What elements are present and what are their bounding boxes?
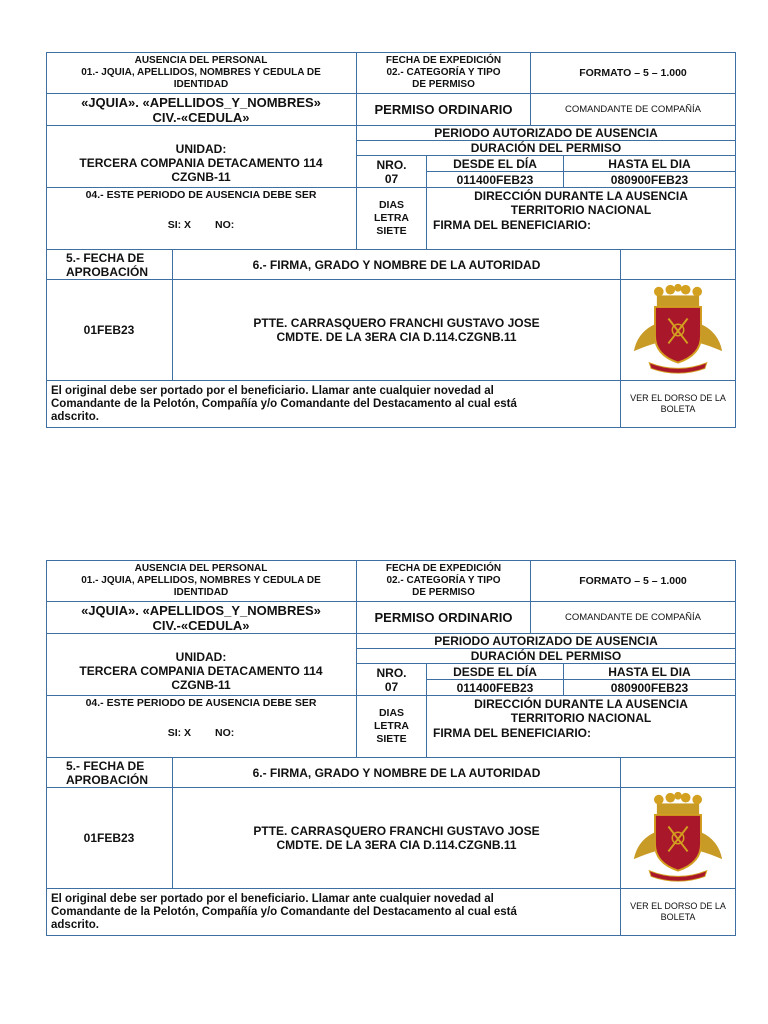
- authority-rank: CMDTE. DE LA 3ERA CIA D.114.CZGNB.11: [276, 330, 517, 344]
- no-option: NO:: [215, 219, 235, 231]
- absence-address-label: DIRECCIÓN DURANTE LA AUSENCIA: [474, 189, 688, 203]
- absence-requirement-field: [46, 188, 357, 250]
- authority-signature-label: 6.- FIRMA, GRADO Y NOMBRE DE LA AUTORIDAD: [252, 765, 541, 780]
- to-date-label-text: HASTA EL DIA: [608, 156, 691, 171]
- to-date-value-text: 080900FEB23: [610, 172, 689, 187]
- coat-of-arms-icon: [630, 790, 726, 886]
- to-date-label: [564, 664, 736, 680]
- coat-of-arms: [621, 788, 736, 889]
- footnote-instructions: [46, 889, 621, 936]
- permit-duration-text: DURACIÓN DEL PERMISO: [470, 141, 622, 155]
- beneficiary-signature: [427, 218, 736, 250]
- permit-number: [357, 156, 427, 188]
- permit-category-label: 02.- CATEGORÍA Y TIPO: [386, 574, 501, 586]
- format-code-text: FORMATO – 5 – 1.000: [579, 66, 687, 79]
- beneficiary-signature-label: FIRMA DEL BENEFICIARIO:: [433, 218, 591, 232]
- seal-header-blank: [621, 758, 736, 788]
- personnel-absence-title: AUSENCIA DEL PERSONAL: [134, 54, 268, 66]
- approval-date-label-cont: APROBACIÓN: [66, 264, 149, 279]
- permit-duration-text: DURACIÓN DEL PERMISO: [470, 649, 622, 663]
- authorized-period-text: PERIODO AUTORIZADO DE AUSENCIA: [434, 126, 658, 140]
- see-back-note: [621, 889, 736, 936]
- issue-date-header: [357, 560, 531, 602]
- personnel-name-field: [46, 602, 357, 634]
- authority-signature-header: [173, 758, 621, 788]
- absence-permit-form-2: [46, 560, 736, 936]
- personnel-name: «JQUIA». «APELLIDOS_Y_NOMBRES»: [81, 602, 321, 618]
- unit-field: [46, 634, 357, 696]
- company-commander-text: COMANDANTE DE COMPAÑÍA: [564, 104, 701, 115]
- absence-requirement-label: 04.- ESTE PERIODO DE AUSENCIA DEBE SER: [85, 697, 317, 709]
- footnote-instructions: [46, 381, 621, 428]
- permit-category-label-cont: DE PERMISO: [412, 586, 475, 598]
- footnote-line-1: El original debe ser portado por el beneficiario. Llamar ante cualquier novedad al: [51, 892, 494, 905]
- from-date-value-text: 011400FEB23: [456, 680, 534, 695]
- from-date-label-text: DESDE EL DÍA: [453, 156, 537, 171]
- to-date-label: [564, 156, 736, 172]
- days-label: DIAS: [378, 199, 405, 211]
- authority-name: PTTE. CARRASQUERO FRANCHI GUSTAVO JOSE: [253, 824, 540, 838]
- yes-option: SI: X: [167, 727, 192, 739]
- personnel-absence-title: AUSENCIA DEL PERSONAL: [134, 562, 268, 574]
- footnote-line-3: adscrito.: [51, 918, 99, 931]
- personnel-name-field: [46, 94, 357, 126]
- no-option: NO:: [215, 727, 235, 739]
- permit-category-label: 02.- CATEGORÍA Y TIPO: [386, 66, 501, 78]
- personnel-id-label-cont: IDENTIDAD: [173, 586, 229, 598]
- permit-number-label: NRO.: [376, 157, 407, 172]
- from-date-label: [427, 664, 564, 680]
- absence-address: [427, 188, 736, 218]
- authorized-period-header: [357, 126, 736, 141]
- permit-type: [357, 602, 531, 634]
- authority-rank: CMDTE. DE LA 3ERA CIA D.114.CZGNB.11: [276, 838, 517, 852]
- unit-code: CZGNB-11: [171, 169, 231, 184]
- days-field: [357, 696, 427, 758]
- authority-signature-label: 6.- FIRMA, GRADO Y NOMBRE DE LA AUTORIDAD: [252, 257, 541, 272]
- footnote-line-3: adscrito.: [51, 410, 99, 423]
- approval-date-value-text: 01FEB23: [83, 831, 135, 845]
- permit-duration-header: [357, 649, 736, 664]
- seal-header-blank: [621, 250, 736, 280]
- company-commander-text: COMANDANTE DE COMPAÑÍA: [564, 612, 701, 623]
- absence-address-value: TERRITORIO NACIONAL: [510, 203, 652, 217]
- permit-category-label-cont: DE PERMISO: [412, 78, 475, 90]
- to-date-label-text: HASTA EL DIA: [608, 664, 691, 679]
- absence-address-value: TERRITORIO NACIONAL: [510, 711, 652, 725]
- authority-info: [173, 280, 621, 381]
- unit-label: UNIDAD:: [175, 649, 227, 664]
- yes-option: SI: X: [167, 219, 192, 231]
- personnel-id-label-cont: IDENTIDAD: [173, 78, 229, 90]
- issue-date-header: [357, 52, 531, 94]
- see-back-line-1: VER EL DORSO DE LA: [630, 901, 726, 911]
- personnel-name: «JQUIA». «APELLIDOS_Y_NOMBRES»: [81, 94, 321, 110]
- format-code: [531, 52, 736, 94]
- issue-date-title: FECHA DE EXPEDICIÓN: [385, 562, 502, 574]
- days-letter-label: LETRA: [374, 720, 409, 732]
- coat-of-arms: [621, 280, 736, 381]
- absence-address: [427, 696, 736, 726]
- see-back-line-2: BOLETA: [660, 404, 696, 414]
- approval-date-value-text: 01FEB23: [83, 323, 135, 337]
- permit-number-value: 07: [384, 679, 399, 694]
- approval-date-label: 5.- FECHA DE: [66, 250, 145, 265]
- approval-date-header: [46, 758, 173, 788]
- authority-info: [173, 788, 621, 889]
- see-back-line-2: BOLETA: [660, 912, 696, 922]
- personnel-id-label: 01.- JQUIA, APELLIDOS, NOMBRES Y CEDULA DE: [81, 66, 321, 78]
- permit-number: [357, 664, 427, 696]
- beneficiary-signature-label: FIRMA DEL BENEFICIARIO:: [433, 726, 591, 740]
- format-code-text: FORMATO – 5 – 1.000: [579, 574, 687, 587]
- authorized-period-header: [357, 634, 736, 649]
- personnel-absence-header: [46, 560, 357, 602]
- absence-requirement-field: [46, 696, 357, 758]
- coat-of-arms-icon: [630, 282, 726, 378]
- absence-address-label: DIRECCIÓN DURANTE LA AUSENCIA: [474, 697, 688, 711]
- footnote-line-1: El original debe ser portado por el beneficiario. Llamar ante cualquier novedad al: [51, 384, 494, 397]
- personnel-cedula: CIV.-«CEDULA»: [152, 617, 250, 633]
- permit-duration-header: [357, 141, 736, 156]
- from-date-value-text: 011400FEB23: [456, 172, 534, 187]
- yes-no-options: [168, 219, 235, 231]
- format-code: [531, 560, 736, 602]
- permit-number-label: NRO.: [376, 665, 407, 680]
- unit-field: [46, 126, 357, 188]
- days-field: [357, 188, 427, 250]
- from-date-value: [427, 680, 564, 696]
- days-label: DIAS: [378, 707, 405, 719]
- authority-name: PTTE. CARRASQUERO FRANCHI GUSTAVO JOSE: [253, 316, 540, 330]
- yes-no-options: [168, 727, 235, 739]
- see-back-line-1: VER EL DORSO DE LA: [630, 393, 726, 403]
- company-commander: [531, 94, 736, 126]
- unit-label: UNIDAD:: [175, 141, 227, 156]
- footnote-line-2: Comandante de la Pelotón, Compañía y/o Comandante del Destacamento al cual está: [51, 905, 517, 918]
- from-date-label: [427, 156, 564, 172]
- permit-type: [357, 94, 531, 126]
- permit-type-text: PERMISO ORDINARIO: [374, 102, 513, 117]
- days-letter-label: LETRA: [374, 212, 409, 224]
- approval-date-value: [46, 788, 173, 889]
- unit-code: CZGNB-11: [171, 677, 231, 692]
- approval-date-label: 5.- FECHA DE: [66, 758, 145, 773]
- approval-date-label-cont: APROBACIÓN: [66, 772, 149, 787]
- to-date-value: [564, 680, 736, 696]
- unit-name: TERCERA COMPANIA DETACAMENTO 114: [79, 155, 323, 170]
- personnel-cedula: CIV.-«CEDULA»: [152, 109, 250, 125]
- permit-number-value: 07: [384, 171, 399, 186]
- authorized-period-text: PERIODO AUTORIZADO DE AUSENCIA: [434, 634, 658, 648]
- beneficiary-signature: [427, 726, 736, 758]
- from-date-label-text: DESDE EL DÍA: [453, 664, 537, 679]
- absence-permit-form-1: [46, 52, 736, 428]
- days-value: SIETE: [376, 733, 407, 745]
- issue-date-title: FECHA DE EXPEDICIÓN: [385, 54, 502, 66]
- company-commander: [531, 602, 736, 634]
- personnel-id-label: 01.- JQUIA, APELLIDOS, NOMBRES Y CEDULA DE: [81, 574, 321, 586]
- permit-type-text: PERMISO ORDINARIO: [374, 610, 513, 625]
- authority-signature-header: [173, 250, 621, 280]
- unit-name: TERCERA COMPANIA DETACAMENTO 114: [79, 663, 323, 678]
- see-back-note: [621, 381, 736, 428]
- days-value: SIETE: [376, 225, 407, 237]
- approval-date-value: [46, 280, 173, 381]
- from-date-value: [427, 172, 564, 188]
- to-date-value-text: 080900FEB23: [610, 680, 689, 695]
- personnel-absence-header: [46, 52, 357, 94]
- approval-date-header: [46, 250, 173, 280]
- footnote-line-2: Comandante de la Pelotón, Compañía y/o Comandante del Destacamento al cual está: [51, 397, 517, 410]
- to-date-value: [564, 172, 736, 188]
- absence-requirement-label: 04.- ESTE PERIODO DE AUSENCIA DEBE SER: [85, 189, 317, 201]
